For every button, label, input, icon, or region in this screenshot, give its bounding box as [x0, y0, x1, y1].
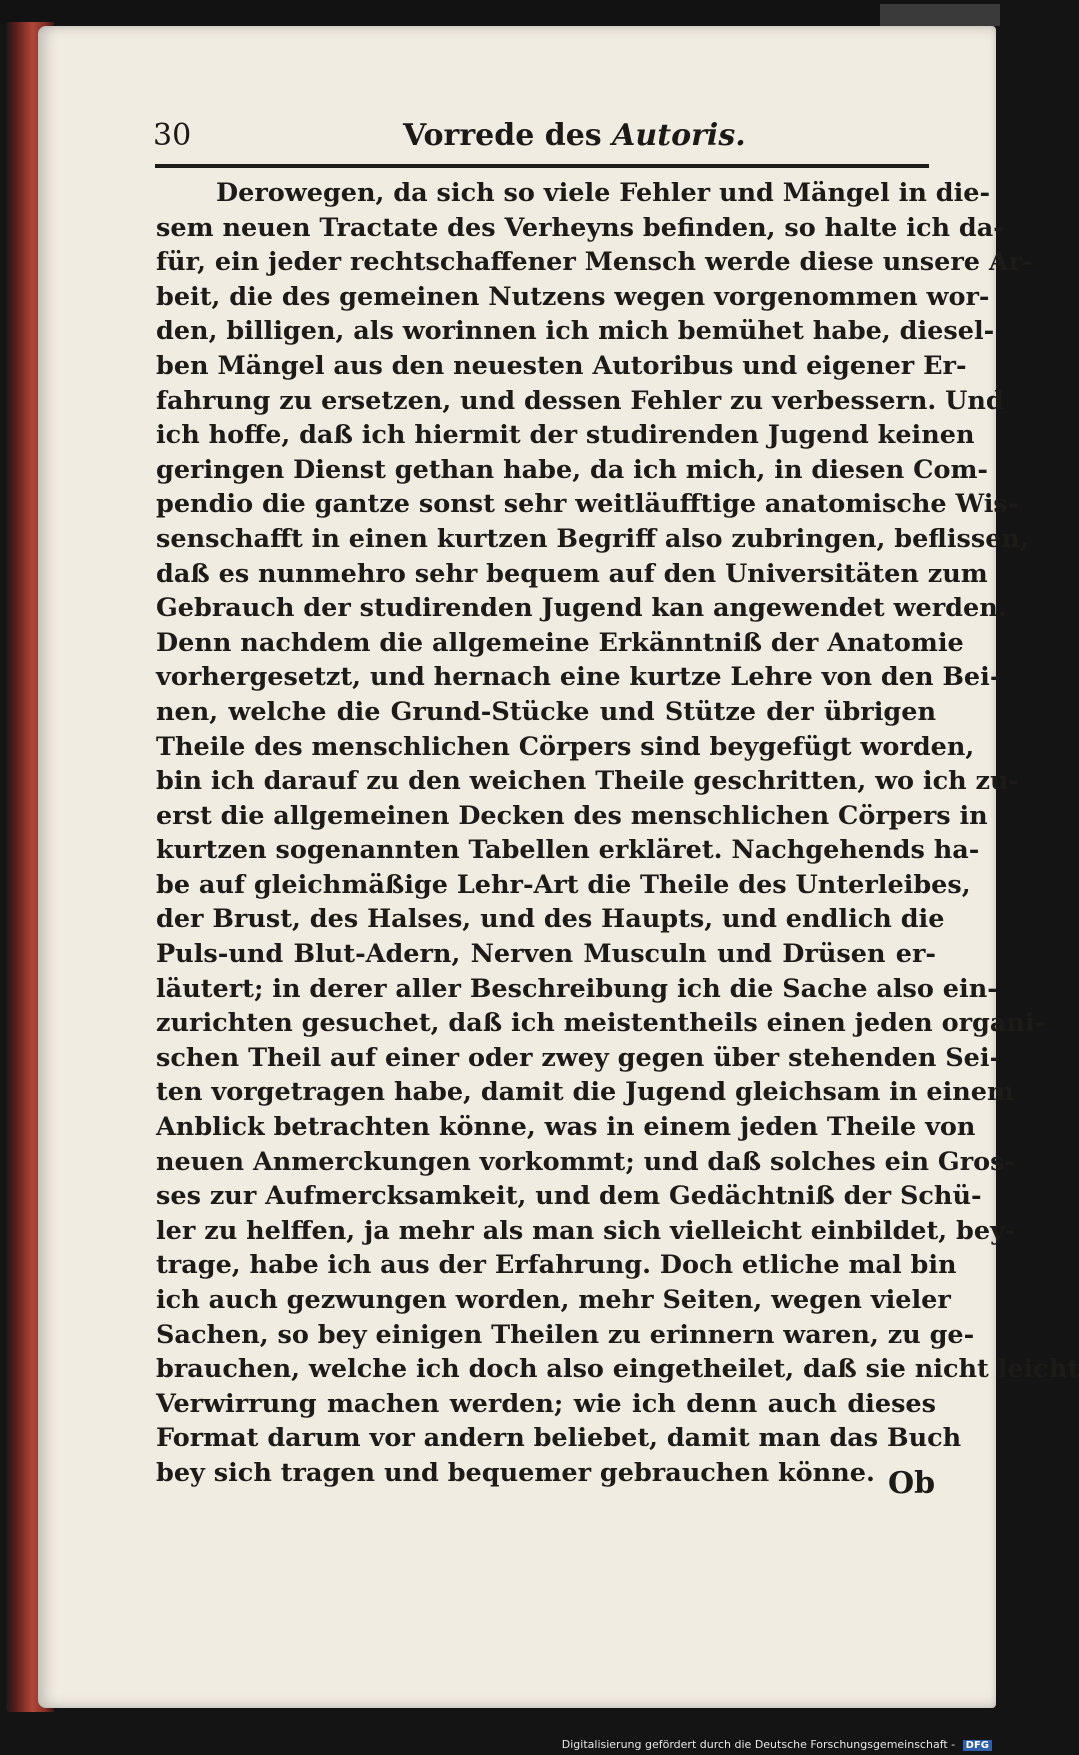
- body-text: [156, 176, 1079, 1491]
- text-line: ben Mängel aus den neuesten Autoribus und eigener Er-: [156, 350, 967, 381]
- text-line: zurichten gesuchet, daß ich meistentheils einen jeden organi-: [156, 1008, 1046, 1039]
- text-line: neuen Anmerckungen vorkommt; und daß solches ein Gros-: [156, 1146, 1016, 1177]
- running-title: [403, 118, 746, 153]
- text-line: be auf gleichmäßige Lehr-Art die Theile des Unterleibes,: [156, 869, 971, 900]
- catchword: Ob: [888, 1466, 936, 1501]
- text-line: der Brust, des Halses, und des Haupts, und endlich die: [156, 904, 945, 935]
- page-number: 30: [153, 118, 192, 153]
- text-line: läutert; in derer aller Beschreibung ich die Sache also ein-: [156, 973, 998, 1004]
- text-line: Gebrauch der studirenden Jugend kan angewendet werden.: [156, 593, 1007, 624]
- text-line: beit, die des gemeinen Nutzens wegen vorgenommen wor-: [156, 281, 990, 312]
- text-line: Denn nachdem die allgemeine Erkänntniß der Anatomie: [156, 627, 964, 658]
- text-line: trage, habe ich aus der Erfahrung. Doch etliche mal bin: [156, 1250, 957, 1281]
- page-header: [153, 112, 933, 162]
- dfg-logo: DFG: [963, 1740, 992, 1751]
- text-line: Anblick betrachten könne, was in einem jeden Theile von: [156, 1112, 976, 1143]
- text-line: Verwirrung machen werden; wie ich denn auch dieses: [156, 1388, 936, 1419]
- text-line: fahrung zu ersetzen, und dessen Fehler zu verbessern. Und: [156, 385, 1004, 416]
- text-line: bey sich tragen und bequemer gebrauchen könne.: [156, 1457, 875, 1488]
- text-line: für, ein jeder rechtschaffener Mensch werde diese unsere Ar-: [156, 247, 1033, 278]
- text-line: brauchen, welche ich doch also eingetheilet, daß sie nicht leicht: [156, 1354, 1079, 1385]
- text-line: Derowegen, da sich so viele Fehler und Mängel in die-: [216, 178, 991, 208]
- running-title-text: Vorrede des: [403, 118, 602, 153]
- credit-text: Digitalisierung gefördert durch die Deutsche Forschungsgemeinschaft -: [561, 1738, 956, 1751]
- text-line: nen, welche die Grund-Stücke und Stütze der übrigen: [156, 696, 936, 727]
- text-line: ler zu helffen, ja mehr als man sich vielleicht einbildet, bey-: [156, 1215, 1016, 1246]
- text-line: ten vorgetragen habe, damit die Jugend gleichsam in einem: [156, 1077, 1015, 1108]
- running-title-italic: Autoris.: [612, 118, 746, 153]
- text-line: geringen Dienst gethan habe, da ich mich, in diesen Com-: [156, 454, 989, 485]
- text-line: sem neuen Tractate des Verheyns befinden, so halte ich da-: [156, 212, 1004, 243]
- top-scan-border: [0, 0, 1000, 24]
- text-line: Puls-und Blut-Adern, Nerven Musculn und Drüsen er-: [156, 939, 936, 970]
- text-line: pendio die gantze sonst sehr weitläufftige anatomische Wis-: [156, 489, 1019, 520]
- text-line: kurtzen sogenannten Tabellen erkläret. Nachgehends ha-: [156, 835, 980, 866]
- text-line: daß es nunmehro sehr bequem auf den Universitäten zum: [156, 558, 988, 589]
- scan-corner-tab: [880, 4, 1000, 26]
- text-line: Theile des menschlichen Cörpers sind beygefügt worden,: [156, 731, 975, 762]
- text-line: ich hoffe, daß ich hiermit der studirenden Jugend keinen: [156, 420, 975, 451]
- text-line: vorhergesetzt, und hernach eine kurtze Lehre von den Bei-: [156, 662, 1001, 693]
- text-line: Format darum vor andern beliebet, damit man das Buch: [156, 1423, 962, 1454]
- text-line: ich auch gezwungen worden, mehr Seiten, wegen vieler: [156, 1285, 951, 1315]
- text-line: den, billigen, als worinnen ich mich bemühet habe, diesel-: [156, 316, 995, 347]
- digitization-credit: [562, 1738, 992, 1751]
- text-line: erst die allgemeinen Decken des menschlichen Cörpers in: [156, 800, 988, 831]
- text-line: Sachen, so bey einigen Theilen zu erinnern waren, zu ge-: [156, 1319, 975, 1350]
- text-line: ses zur Aufmercksamkeit, und dem Gedächtniß der Schü-: [156, 1181, 982, 1212]
- text-line: senschafft in einen kurtzen Begriff also zubringen, beflissen,: [156, 523, 1029, 554]
- header-rule: [155, 164, 929, 168]
- text-line: bin ich darauf zu den weichen Theile geschritten, wo ich zu-: [156, 766, 1020, 797]
- text-line: schen Theil auf einer oder zwey gegen über stehenden Sei-: [156, 1042, 1001, 1073]
